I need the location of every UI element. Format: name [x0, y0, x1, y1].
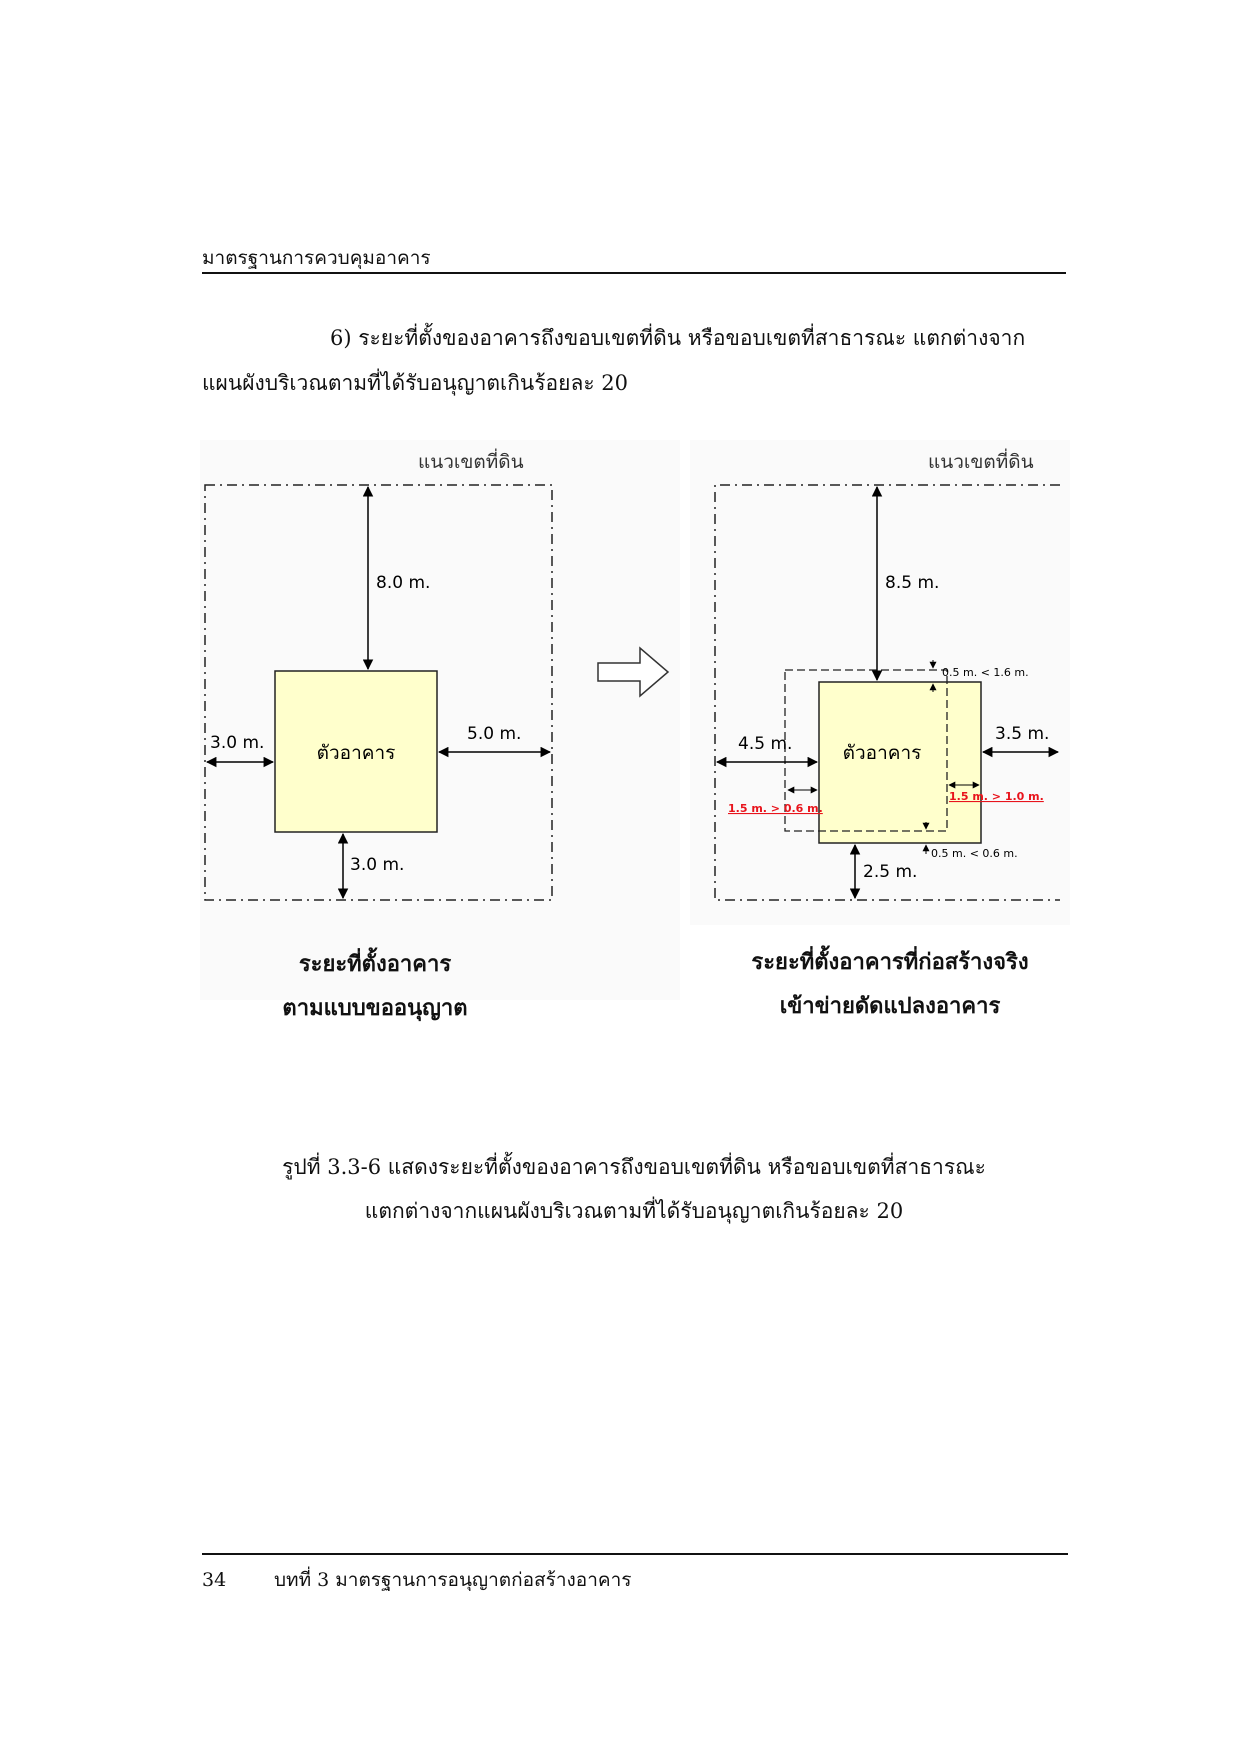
right-shift-bottom-label: 0.5 m. < 0.6 m.: [931, 847, 1018, 860]
right-shift-top-label: 0.5 m. < 1.6 m.: [942, 666, 1029, 679]
left-top-dim: 8.0 m.: [376, 573, 431, 593]
paragraph-line-2: แผนผังบริเวณตามที่ได้รับอนุญาตเกินร้อยละ 20: [202, 371, 629, 395]
right-right-dim: 3.5 m.: [995, 724, 1050, 744]
right-shift-right-label: 1.5 m. > 1.0 m.: [949, 790, 1044, 803]
left-caption-line-2: ตามแบบขออนุญาต: [282, 995, 468, 1021]
right-boundary-label: แนวเขตที่ดิน: [928, 452, 1034, 473]
figure-caption: [202, 1145, 1066, 1233]
left-left-dim: 3.0 m.: [210, 733, 265, 753]
figure: [200, 440, 1070, 1040]
left-building-label: ตัวอาคาร: [316, 742, 396, 764]
right-bottom-dim: 2.5 m.: [863, 862, 918, 882]
footer-rule: [202, 1553, 1068, 1555]
right-caption-line-1: ระยะที่ตั้งอาคารที่ก่อสร้างจริง: [751, 949, 1029, 975]
right-caption-line-2: เข้าข่ายดัดแปลงอาคาร: [779, 993, 1001, 1019]
right-building-label: ตัวอาคาร: [842, 742, 922, 764]
paragraph-line-1: 6) ระยะที่ตั้งของอาคารถึงขอบเขตที่ดิน หรือขอบเขตที่สาธารณะ แตกต่างจาก: [330, 326, 1026, 350]
right-shift-left-label: 1.5 m. > 0.6 m.: [728, 802, 823, 815]
left-caption: [210, 942, 540, 1030]
header-rule: [202, 272, 1066, 274]
left-bottom-dim: 3.0 m.: [350, 855, 405, 875]
page-header-title: มาตรฐานการควบคุมอาคาร: [202, 247, 431, 269]
left-boundary-label: แนวเขตที่ดิน: [418, 452, 524, 473]
left-caption-line-1: ระยะที่ตั้งอาคาร: [298, 951, 452, 977]
right-caption: [720, 940, 1060, 1028]
figure-caption-line-2: แตกต่างจากแผนผังบริเวณตามที่ได้รับอนุญาตเกินร้อยละ 20: [364, 1199, 904, 1223]
left-right-dim: 5.0 m.: [467, 724, 522, 744]
page-footer: [202, 1565, 631, 1595]
page-number: 34: [202, 1569, 227, 1591]
figure-caption-line-1: รูปที่ 3.3-6 แสดงระยะที่ตั้งของอาคารถึงขอบเขตที่ดิน หรือขอบเขตที่สาธารณะ: [282, 1155, 986, 1179]
chapter-title: บทที่ 3 มาตรฐานการอนุญาตก่อสร้างอาคาร: [274, 1569, 632, 1591]
right-top-dim: 8.5 m.: [885, 573, 940, 593]
left-panel-bg: [200, 440, 680, 1000]
right-left-dim: 4.5 m.: [738, 734, 793, 754]
